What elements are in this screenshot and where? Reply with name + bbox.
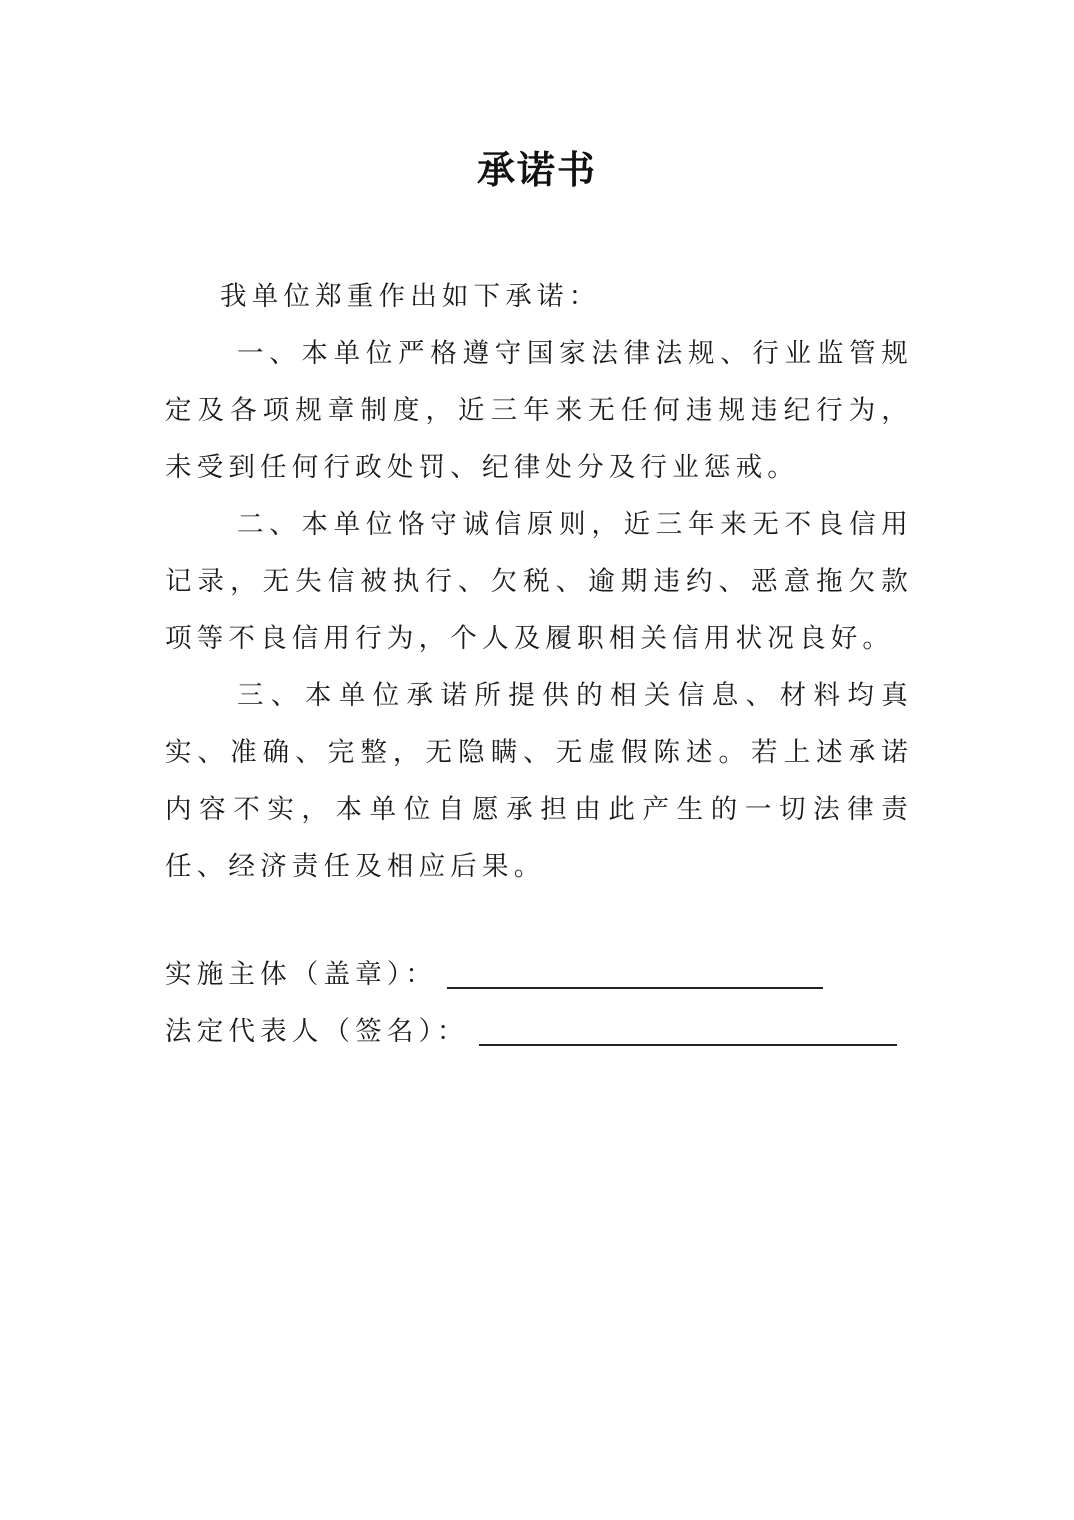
clause-2: 二、本单位恪守诚信原则，近三年来无不良信用记录，无失信被执行、欠税、逾期违约、恶意拖欠款项等不良信用行为，个人及履职相关信用状况良好。 <box>165 509 913 654</box>
clause-3: 三、本单位承诺所提供的相关信息、材料均真实、准确、完整，无隐瞒、无虚假陈述。若上述承诺内容不实，本单位自愿承担由此产生的一切法律责任、经济责任及相应后果。 <box>165 680 913 882</box>
representative-signature-row <box>165 1003 913 1060</box>
signature-block <box>165 946 913 1060</box>
representative-signature-label: 法定代表人（签名）： <box>165 1016 469 1047</box>
document-body <box>165 268 913 895</box>
document-title: 承诺书 <box>476 147 597 192</box>
entity-seal-line[interactable] <box>447 986 823 989</box>
entity-seal-label: 实施主体（盖章）： <box>165 959 438 990</box>
representative-signature-line[interactable] <box>479 1043 897 1046</box>
entity-seal-row <box>165 946 913 1003</box>
clause-1: 一、本单位严格遵守国家法律法规、行业监管规定及各项规章制度，近三年来无任何违规违纪行为，未受到任何行政处罚、纪律处分及行业惩戒。 <box>165 338 913 483</box>
opening-paragraph: 我单位郑重作出如下承诺： <box>220 281 601 312</box>
